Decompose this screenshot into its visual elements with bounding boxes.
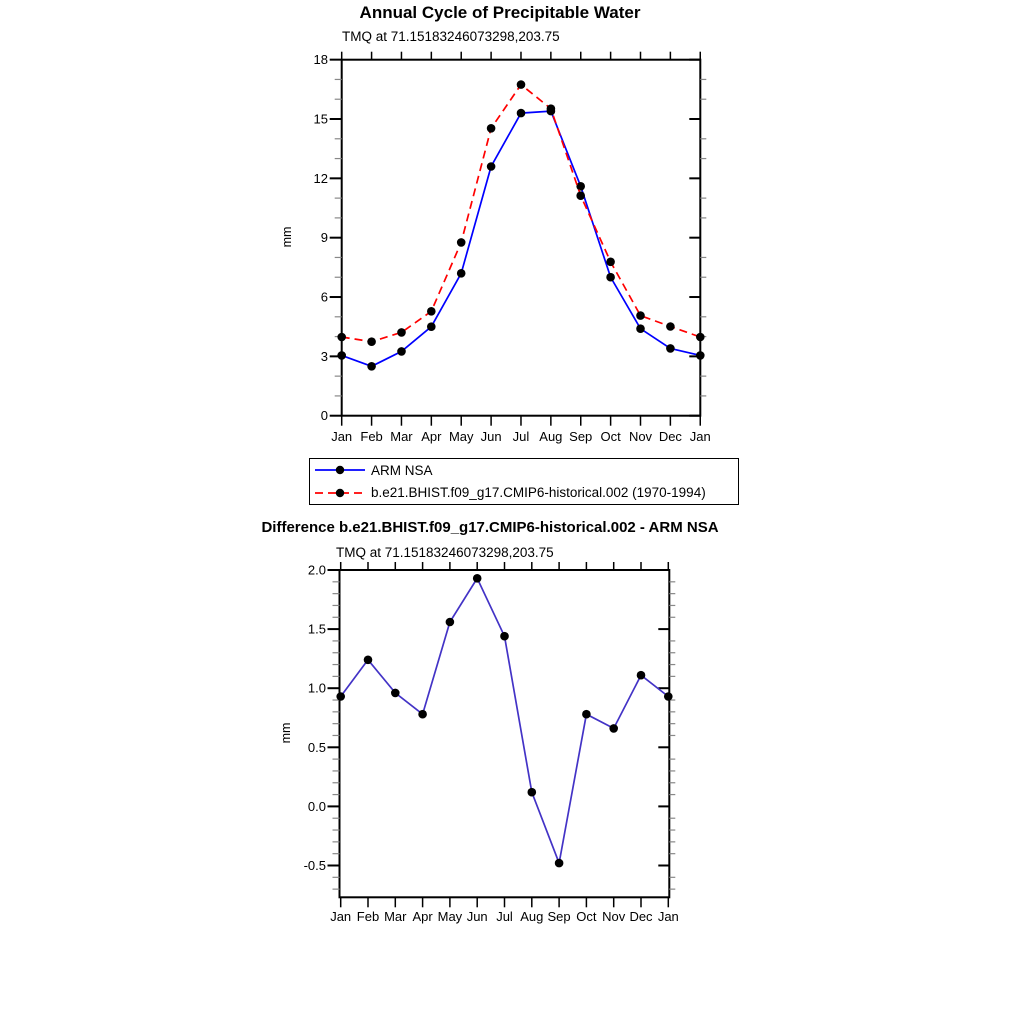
data-point [576,191,585,200]
difference-chart-subtitle: TMQ at 71.15183246073298,203.75 [336,545,554,560]
data-point [457,238,466,247]
data-point [397,347,406,356]
month-tick-label: Apr [412,909,433,924]
data-point [547,104,556,113]
y-tick-label: 0 [320,408,328,424]
y-tick-label: 6 [320,289,328,305]
month-tick-label: Jul [512,429,530,444]
data-point [517,80,526,89]
data-point [576,182,585,191]
month-tick-label: Apr [421,429,442,444]
month-tick-label: Nov [602,909,626,924]
data-point [427,322,436,331]
data-point [337,333,346,342]
month-tick-label: Oct [576,909,597,924]
month-tick-label: Aug [539,429,563,444]
data-point [473,574,482,583]
series-line [341,578,669,863]
month-tick-label: Jun [480,429,502,444]
data-point [367,362,376,371]
annual-cycle-chart [280,52,711,444]
difference-chart-title: Difference b.e21.BHIST.f09_g17.CMIP6-historical.002 - ARM NSA [261,519,719,536]
month-tick-label: May [448,429,474,444]
data-point [606,258,615,267]
data-point [500,632,509,641]
data-point [427,307,436,316]
difference-chart [279,562,679,924]
y-axis-unit-label: mm [279,722,293,744]
month-tick-label: Jul [496,909,513,924]
month-tick-label: May [437,909,463,924]
data-point [391,689,400,698]
data-point [666,344,675,353]
month-tick-label: Feb [356,909,380,924]
data-point [397,328,406,337]
data-point [457,269,466,278]
month-tick-label: Nov [628,429,653,444]
data-point [636,324,645,333]
month-tick-label: Oct [600,429,621,444]
y-tick-label: 0.0 [307,798,326,814]
blue-solid-line-sample [313,464,367,476]
data-point [582,710,591,719]
legend-label-obs: ARM NSA [371,462,433,478]
data-point [364,656,373,665]
month-tick-label: Feb [360,429,383,444]
y-tick-label: 12 [313,170,328,186]
data-point [609,724,618,733]
data-point [418,710,427,719]
data-point [367,337,376,346]
data-point [336,692,345,701]
legend-row-arm-nsa [313,459,738,481]
top-chart-subtitle: TMQ at 71.15183246073298,203.75 [342,29,560,44]
data-point [696,333,705,342]
data-point [517,109,526,118]
y-tick-label: 18 [313,52,328,68]
red-dashed-line-sample [313,487,367,499]
axis-frame [340,570,670,897]
month-tick-label: Aug [520,909,544,924]
month-tick-label: Sep [569,429,593,444]
data-point [528,788,537,797]
month-tick-label: Dec [629,909,653,924]
month-tick-label: Dec [658,429,682,444]
y-tick-label: 1.0 [307,680,326,696]
data-point [666,322,675,331]
y-tick-label: 2.0 [307,562,326,578]
y-tick-label: 9 [320,230,328,246]
y-axis-unit-label: mm [280,226,294,248]
month-tick-label: Mar [390,429,413,444]
month-tick-label: Jan [331,429,353,444]
month-tick-label: Jan [689,429,711,444]
data-point [636,311,645,320]
series-line [342,111,701,366]
month-tick-label: Jun [466,909,488,924]
legend [309,458,739,505]
data-point [637,671,646,680]
y-tick-label: 1.5 [307,621,326,637]
data-point [555,859,564,868]
data-point [487,162,496,171]
y-tick-label: 3 [320,348,328,364]
top-chart-title: Annual Cycle of Precipitable Water [359,3,641,22]
month-tick-label: Jan [657,909,679,924]
y-tick-label: 0.5 [307,739,326,755]
data-point [337,351,346,360]
data-point [696,351,705,360]
series-line [342,85,701,342]
month-tick-label: Jan [330,909,352,924]
month-tick-label: Sep [547,909,571,924]
data-point [487,124,496,133]
data-point [446,618,455,627]
y-tick-label: -0.5 [303,858,326,873]
month-tick-label: Mar [384,909,407,924]
data-point [664,692,673,701]
legend-label-model: b.e21.BHIST.f09_g17.CMIP6-historical.002 (1970-1994) [371,485,706,501]
y-tick-label: 15 [313,111,328,127]
legend-row-model [313,482,738,504]
data-point [606,273,615,282]
